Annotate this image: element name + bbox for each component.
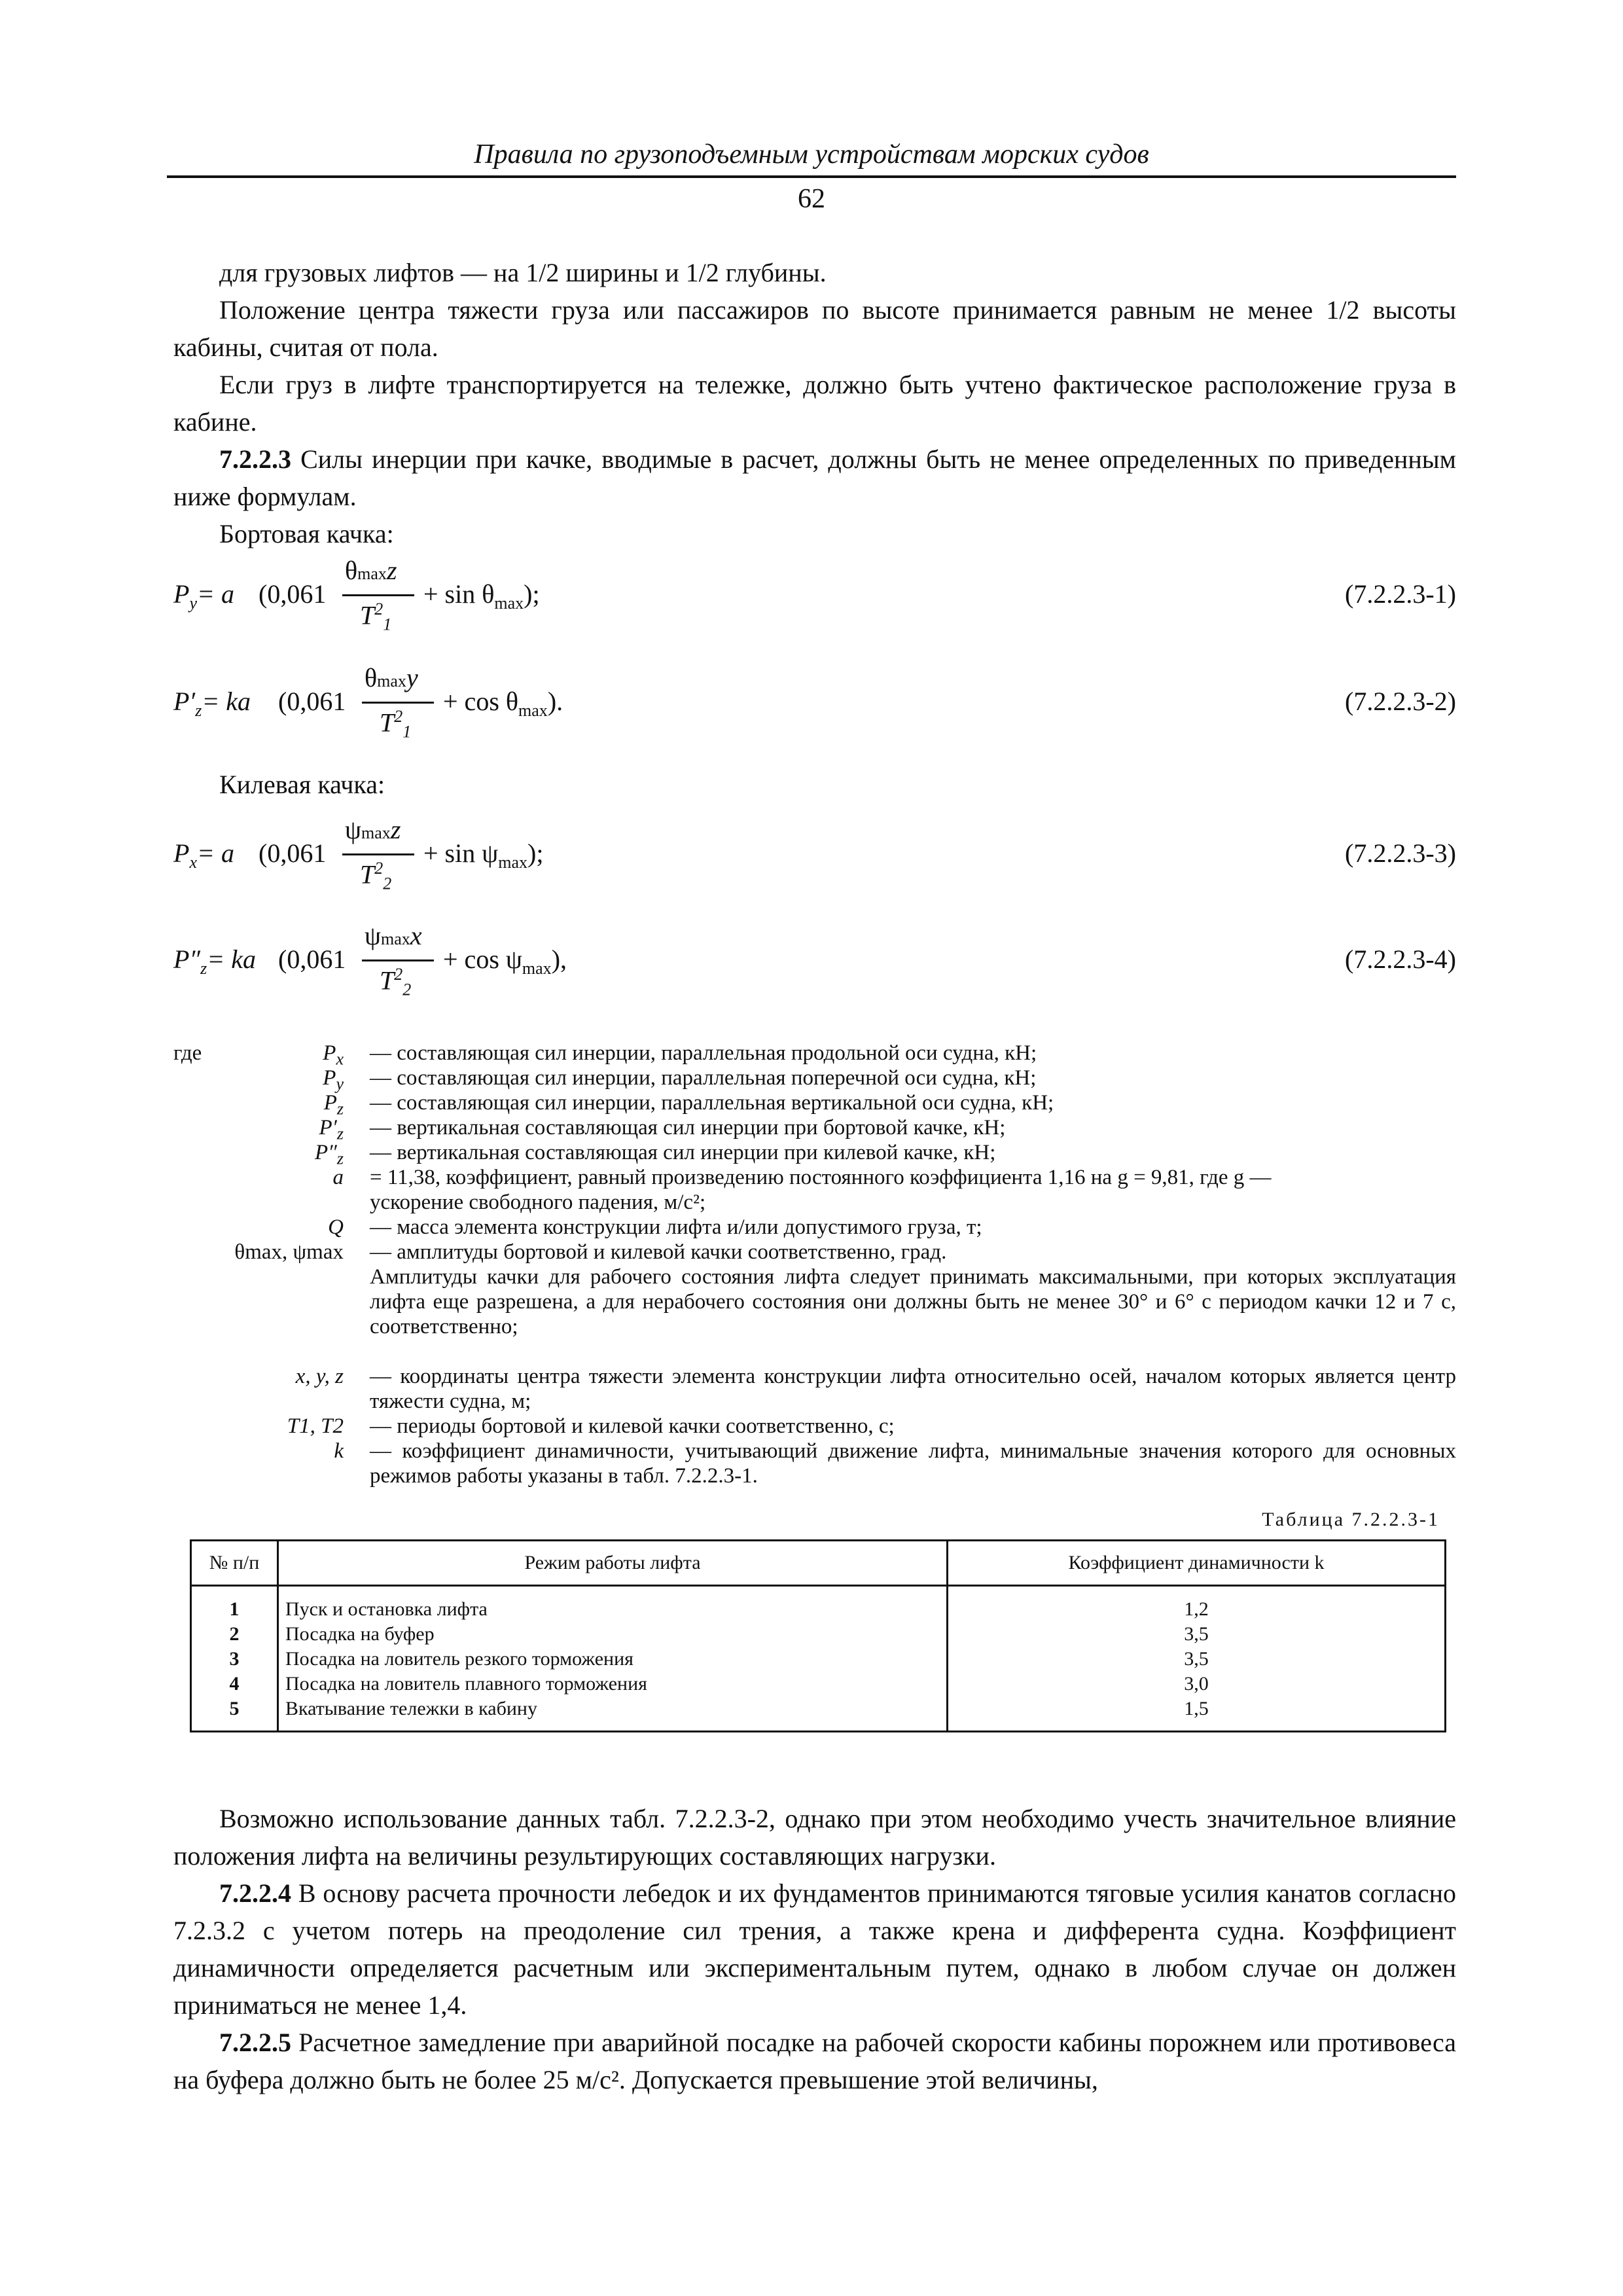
formula-7-2-2-3-1: $P_y= a$ (0,061 θmaxz $T^2_1$ + $\sin \theta_{max}$); (7.2.2.3-1) — [173, 556, 1456, 634]
table-row: 5 Вкатывание тележки в кабину 1,5 — [191, 1696, 1446, 1732]
column-header: № п/п — [191, 1541, 278, 1586]
formula-numerator: ψmaxz — [345, 815, 401, 844]
table-row: 2 Посадка на буфер 3,5 — [191, 1622, 1446, 1647]
formula-coef: (0,061 — [278, 687, 346, 716]
column-header: Режим работы лифта — [278, 1541, 948, 1586]
fraction-bar — [362, 702, 434, 704]
running-header: Правила по грузоподъемным устройствам морских судов — [474, 139, 1149, 170]
paragraph: для грузовых лифтов — на 1/2 ширины и 1/2 глубины. — [219, 258, 827, 287]
column-header: Коэффициент динамичности k — [948, 1541, 1446, 1586]
formula-lhs: P′ — [173, 687, 196, 716]
table-caption: Таблица 7.2.2.3-1 — [1262, 1509, 1440, 1530]
body-top — [173, 254, 1456, 552]
formula-denominator: $T^2_1$ — [360, 600, 392, 634]
formula-number: (7.2.2.3-1) — [1345, 579, 1456, 609]
page-number: 62 — [798, 184, 825, 214]
formula-coef: (0,061 — [278, 944, 346, 974]
where-label: где — [173, 1041, 202, 1065]
section-number: 7.2.2.5 — [219, 2028, 291, 2057]
formula-7-2-2-3-3: $P_x= a$ (0,061 ψmaxz $T^2_2$ + $\sin \psi_{max}$); (7.2.2.3-3) — [173, 815, 1456, 893]
paragraph-7-2-2-3 — [173, 440, 1456, 515]
definition-row: $P'_z$ — вертикальная составляющая сил инерции при бортовой качке, кН; — [319, 1116, 1006, 1143]
formula-denominator: $T^2_2$ — [380, 965, 412, 999]
formula-denominator: $T^2_1$ — [380, 707, 412, 742]
paragraph: Положение центра тяжести груза или пассажиров по высоте принимается равным не менее 1/2 высоты кабины, считая от пола. — [173, 295, 1456, 362]
section-text: Силы инерции при качке, вводимые в расчет, должны быть не менее определенных по приведенным ниже формулам. — [173, 444, 1456, 511]
paragraph-7-2-2-4: 7.2.2.4 В основу расчета прочности лебедок и их фундаментов принимаются тяговые усилия канатов согласно 7.2.3.2 с учетом потерь на преодоление сил трения, а также крена и дифферента судна. Коэффициент динамичности определяется расчетным или экспериментальным путем, однако в любом случае он должен приниматься не менее 1,4. — [173, 1878, 1456, 2020]
paragraph: Возможно использование данных табл. 7.2.2.3-2, однако при этом необходимо учесть значительное влияние положения лифта на величины результирующих составляющих нагрузки. — [173, 1804, 1456, 1871]
section-number: 7.2.2.4 — [219, 1878, 291, 1908]
formula-number: (7.2.2.3-2) — [1345, 687, 1456, 716]
formula-number: (7.2.2.3-4) — [1345, 944, 1456, 974]
definition-row: a = 11,38, коэффициент, равный произведению постоянного коэффициента 1,16 на g = 9,81, где g — ускорение свободного падения, м/с²; — [332, 1166, 1272, 1214]
formula-coef: (0,061 — [259, 838, 327, 868]
header-rule — [167, 175, 1456, 178]
definition-row: x, y, z — координаты центра тяжести элемента конструкции лифта относительно осей, началом которых является центр тяжести судна, м; — [295, 1365, 1456, 1413]
side-roll-heading: Бортовая качка: — [219, 519, 394, 548]
definition-row: T1, T2 — периоды бортовой и килевой качки соответственно, с; — [287, 1414, 895, 1438]
paragraph-7-2-2-5: 7.2.2.5 Расчетное замедление при аварийной посадке на рабочей скорости кабины порожнем или противовеса на буфера должно быть не более 25 м/с². Допускается превышение этой величины, — [173, 2028, 1456, 2094]
table-row: 3 Посадка на ловитель резкого торможения 3,5 — [191, 1647, 1446, 1672]
dynamic-coefficient-table — [190, 1539, 1446, 1732]
formula-7-2-2-3-2: $P'_z=$ ka (0,061 θmaxy $T^2_1$ + $\cos \theta_{max}$). (7.2.2.3-2) — [173, 663, 1456, 742]
section-number: 7.2.2.3 — [219, 444, 291, 474]
formula-coef: (0,061 — [259, 579, 327, 609]
table-row: 1 Пуск и остановка лифта 1,2 — [191, 1586, 1446, 1623]
definition-row: $P_z$ — составляющая сил инерции, параллельная вертикальной оси судна, кН; — [323, 1091, 1054, 1119]
pitch-heading: Килевая качка: — [219, 770, 385, 799]
formula-lhs: P″ — [173, 944, 201, 974]
formula-denominator: $T^2_2$ — [360, 859, 392, 893]
definition-row: где $P_x$ — составляющая сил инерции, параллельная продольной оси судна, кН; — [173, 1041, 1037, 1069]
body-bottom — [173, 1800, 1456, 2098]
formula-numerator: θmaxy — [365, 663, 418, 692]
definition-row: $P''_z$ — вертикальная составляющая сил инерции при килевой качке, кН; — [314, 1141, 996, 1168]
definition-row: θmax, ψmax — амплитуды бортовой и килевой качки соответственно, град. Амплитуды качки для рабочего состояния лифта следует принимать максимальными, при которых эксплуатация лифта еще разрешена, а для нерабочего состояния они должны быть не менее 30° и 6° с периодом качки 12 и 7 с, соответственно; — [234, 1240, 1456, 1338]
definition-row: $P_y$ — составляющая сил инерции, параллельная поперечной оси судна, кН; — [323, 1066, 1037, 1094]
definition-row: Q — масса элемента конструкции лифта и/или допустимого груза, т; — [328, 1215, 982, 1239]
definition-row: k — коэффициент динамичности, учитывающий движение лифта, минимальные значения которого для основных режимов работы указаны в табл. 7.2.2.3-1. — [334, 1439, 1456, 1488]
fraction-bar — [342, 853, 414, 855]
table-row: 4 Посадка на ловитель плавного торможения 3,0 — [191, 1672, 1446, 1696]
formula-lhs: P — [173, 838, 190, 868]
fraction-bar — [342, 594, 414, 596]
formula-7-2-2-3-4: $P''_z=$ ka (0,061 ψmaxx $T^2_2$ + $\cos \psi_{max}$), (7.2.2.3-4) — [173, 921, 1456, 999]
formula-numerator: θmaxz — [345, 556, 397, 585]
formula-number: (7.2.2.3-3) — [1345, 838, 1456, 868]
fraction-bar — [362, 960, 434, 961]
paragraph: Если груз в лифте транспортируется на тележке, должно быть учтено фактическое расположение груза в кабине. — [173, 370, 1456, 437]
table-header-row — [191, 1541, 1446, 1586]
symbol-definitions — [173, 1041, 1456, 1488]
formula-numerator: ψmaxx — [365, 921, 422, 950]
formula-lhs: P — [173, 579, 190, 609]
